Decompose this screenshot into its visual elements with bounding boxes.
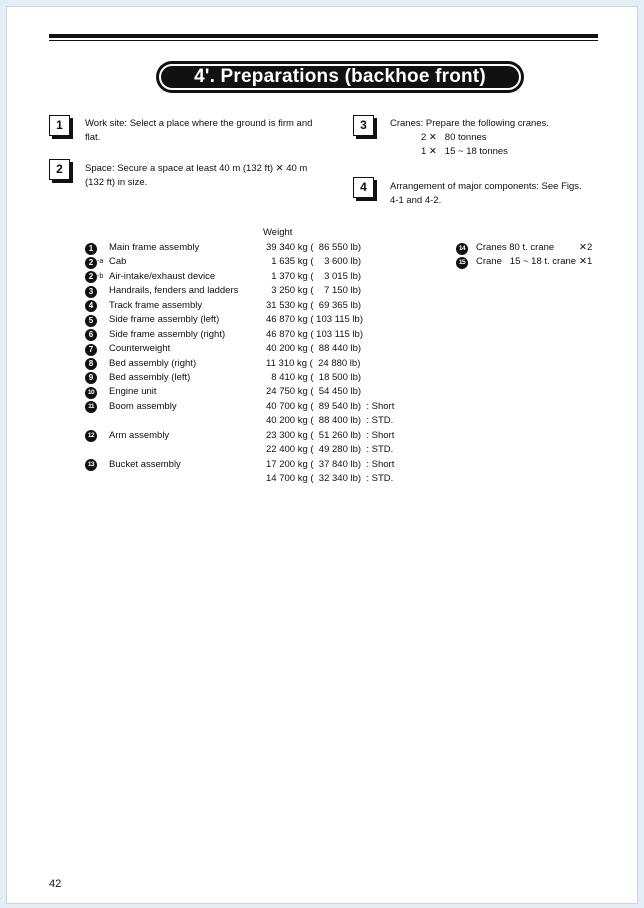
part-row bbox=[85, 371, 425, 385]
part-suffix: -b bbox=[97, 272, 104, 280]
part-name: Handrails, fenders and ladders bbox=[109, 285, 239, 297]
part-name: Side frame assembly (left) bbox=[109, 314, 220, 326]
crane-row bbox=[456, 255, 606, 269]
part-weight: 8 410 kg ( 18 500 lb) bbox=[266, 371, 362, 383]
step-3-line: Cranes: Prepare the following cranes. bbox=[390, 118, 549, 129]
part-row bbox=[85, 255, 425, 269]
step-1-text bbox=[85, 117, 312, 145]
part-suffix: -a bbox=[97, 258, 104, 266]
crane-qty-line: 1 ✕ 15 ~ 18 tonnes bbox=[421, 146, 508, 157]
part-weight: 22 400 kg ( 49 280 lb) : STD. bbox=[266, 444, 394, 456]
step-2-line: Space: Secure a space at least 40 m (132 ft) ✕ 40 m bbox=[85, 163, 308, 174]
step-4-text bbox=[390, 180, 582, 208]
header-rule-thin bbox=[49, 40, 598, 41]
part-weight: 23 300 kg ( 51 260 lb) : Short bbox=[266, 429, 395, 441]
part-weight: 1 370 kg ( 3 015 lb) bbox=[266, 270, 362, 282]
part-name: Air-intake/exhaust device bbox=[109, 270, 216, 282]
page-number: 42 bbox=[49, 878, 62, 890]
part-name: Bed assembly (right) bbox=[109, 357, 197, 369]
crane-label: Cranes 80 t. crane bbox=[476, 242, 555, 253]
part-number-badge: 1 bbox=[85, 243, 97, 255]
step-4-line: 4-1 and 4-2. bbox=[390, 195, 442, 206]
part-row bbox=[85, 313, 425, 327]
part-number-badge: 4 bbox=[85, 300, 97, 312]
part-name: Bed assembly (left) bbox=[109, 371, 191, 383]
step-number-1: 1 bbox=[49, 115, 70, 136]
part-name: Boom assembly bbox=[109, 400, 177, 412]
part-number-badge: 9 bbox=[85, 372, 97, 384]
part-number-badge: 6 bbox=[85, 329, 97, 341]
crane-qty-line: 2 ✕ 80 tonnes bbox=[421, 132, 487, 143]
crane-number-badge: 14 bbox=[456, 243, 468, 255]
part-row bbox=[85, 342, 425, 356]
crane-list bbox=[456, 241, 606, 270]
part-row bbox=[85, 429, 425, 443]
header-rule-thick bbox=[49, 34, 598, 38]
part-weight: 3 250 kg ( 7 150 lb) bbox=[266, 285, 362, 297]
part-weight: 39 340 kg ( 86 550 lb) bbox=[266, 242, 362, 253]
part-row bbox=[85, 400, 425, 414]
part-row bbox=[85, 270, 425, 284]
part-weight: 46 870 kg ( 103 115 lb) bbox=[266, 314, 364, 326]
section-title: 4'. Preparations (backhoe front) bbox=[159, 64, 521, 90]
step-4-line: Arrangement of major components: See Figs. bbox=[390, 181, 582, 192]
part-row bbox=[85, 328, 425, 342]
part-row bbox=[85, 443, 425, 457]
part-number-badge: 10 bbox=[85, 387, 97, 399]
part-weight: 1 635 kg ( 3 600 lb) bbox=[266, 256, 362, 268]
part-row bbox=[85, 241, 425, 255]
part-weight: 14 700 kg ( 32 340 lb) : STD. bbox=[266, 473, 394, 484]
step-number-3: 3 bbox=[353, 115, 374, 136]
part-name: Track frame assembly bbox=[109, 299, 203, 311]
part-weight: 11 310 kg ( 24 880 lb) bbox=[266, 357, 361, 369]
crane-quantity: ✕1 bbox=[579, 256, 593, 268]
part-name: Cab bbox=[109, 256, 127, 268]
crane-row bbox=[456, 241, 606, 255]
part-number-badge: 5 bbox=[85, 315, 97, 327]
parts-list bbox=[85, 241, 425, 486]
step-1-line: flat. bbox=[85, 132, 101, 143]
part-row bbox=[85, 472, 425, 486]
part-weight: 17 200 kg ( 37 840 lb) : Short bbox=[266, 458, 395, 470]
manual-page bbox=[6, 6, 638, 904]
part-number-badge: 3 bbox=[85, 286, 97, 298]
part-number-badge: 11 bbox=[85, 401, 97, 413]
part-row bbox=[85, 385, 425, 399]
crane-number-badge: 15 bbox=[456, 257, 468, 269]
part-row bbox=[85, 284, 425, 298]
part-name: Side frame assembly (right) bbox=[109, 328, 226, 340]
part-weight: 31 530 kg ( 69 365 lb) bbox=[266, 299, 362, 311]
step-3-text bbox=[390, 117, 549, 159]
part-number-badge: 2 bbox=[85, 257, 97, 269]
crane-quantity: ✕2 bbox=[579, 242, 593, 253]
step-2-line: (132 ft) in size. bbox=[85, 177, 148, 188]
part-number-badge: 8 bbox=[85, 358, 97, 370]
part-number-badge: 13 bbox=[85, 459, 97, 471]
part-weight: 40 200 kg ( 88 400 lb) : STD. bbox=[266, 415, 394, 427]
part-number-badge: 7 bbox=[85, 344, 97, 356]
part-name: Main frame assembly bbox=[109, 242, 200, 253]
weight-column-header: Weight bbox=[263, 227, 293, 238]
part-weight: 40 200 kg ( 88 440 lb) bbox=[266, 343, 362, 355]
part-number-badge: 12 bbox=[85, 430, 97, 442]
step-1-line: Work site: Select a place where the ground is firm and bbox=[85, 118, 313, 129]
part-name: Bucket assembly bbox=[109, 458, 181, 470]
part-weight: 24 750 kg ( 54 450 lb) bbox=[266, 386, 362, 398]
step-2-text bbox=[85, 162, 307, 190]
part-weight: 40 700 kg ( 89 540 lb) : Short bbox=[266, 400, 395, 412]
part-row bbox=[85, 414, 425, 428]
section-title-banner bbox=[156, 61, 524, 93]
part-row bbox=[85, 299, 425, 313]
part-name: Arm assembly bbox=[109, 429, 170, 441]
part-weight: 46 870 kg ( 103 115 lb) bbox=[266, 328, 364, 340]
part-row bbox=[85, 357, 425, 371]
part-name: Counterweight bbox=[109, 343, 171, 355]
crane-label: Crane 15 ~ 18 t. crane bbox=[476, 256, 577, 268]
step-number-4: 4 bbox=[353, 177, 374, 198]
part-row bbox=[85, 458, 425, 472]
part-name: Engine unit bbox=[109, 386, 157, 398]
part-number-badge: 2 bbox=[85, 271, 97, 283]
step-number-2: 2 bbox=[49, 159, 70, 180]
